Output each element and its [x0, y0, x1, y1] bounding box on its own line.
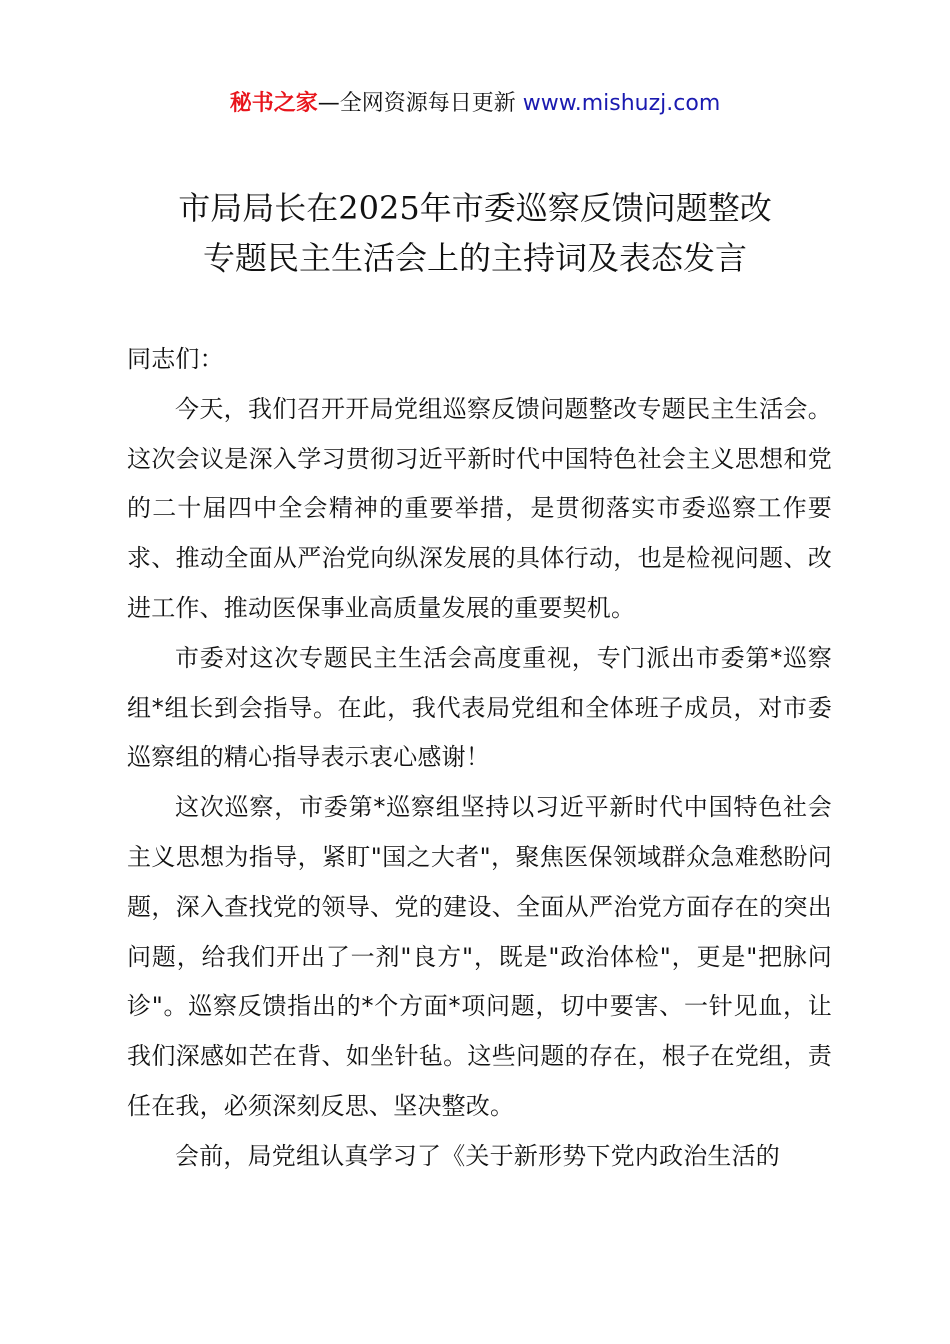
document-title — [0, 183, 950, 283]
paragraph-4: 会前，局党组认真学习了《关于新形势下党内政治生活的 — [175, 1141, 780, 1170]
title-line-2: 专题民主生活会上的主持词及表态发言 — [202, 239, 747, 277]
site-banner — [0, 88, 950, 120]
salutation: 同志们： — [127, 345, 224, 373]
document-body — [127, 335, 832, 1182]
site-slogan: —全网资源每日更新 — [317, 91, 523, 116]
site-brand: 秘书之家 — [229, 91, 318, 116]
paragraph-3: 这次巡察，市委第*巡察组坚持以习近平新时代中国特色社会主义思想为指导，紧盯"国之大者"，聚焦医保领域群众急难愁盼问题，深入查找党的领导、党的建设、全面从严治党方面存在的突出问题，给我们开出了一剂"良方"，既是"政治体检"，更是"把脉问诊"。巡察反馈指出的*个方面*项问题，切中要害、一针见血，让我们深感如芒在背、如坐针毡。这些问题的存在，根子在党组，责任在我，必须深刻反思、坚决整改。 — [127, 793, 832, 1120]
paragraph-2: 市委对这次专题民主生活会高度重视，专门派出市委第*巡察组*组长到会指导。在此，我代表局党组和全体班子成员，对市委巡察组的精心指导表示衷心感谢！ — [127, 643, 832, 772]
paragraph-1: 今天，我们召开开局党组巡察反馈问题整改专题民主生活会。这次会议是深入学习贯彻习近平新时代中国特色社会主义思想和党的二十届四中全会精神的重要举措，是贯彻落实市委巡察工作要求、推动全面从严治党向纵深发展的具体行动，也是检视问题、改进工作、推动医保事业高质量发展的重要契机。 — [127, 394, 832, 622]
site-url[interactable]: www.mishuzj.com — [522, 91, 721, 116]
title-line-1: 市局局长在2025年市委巡察反馈问题整改 — [178, 189, 772, 227]
